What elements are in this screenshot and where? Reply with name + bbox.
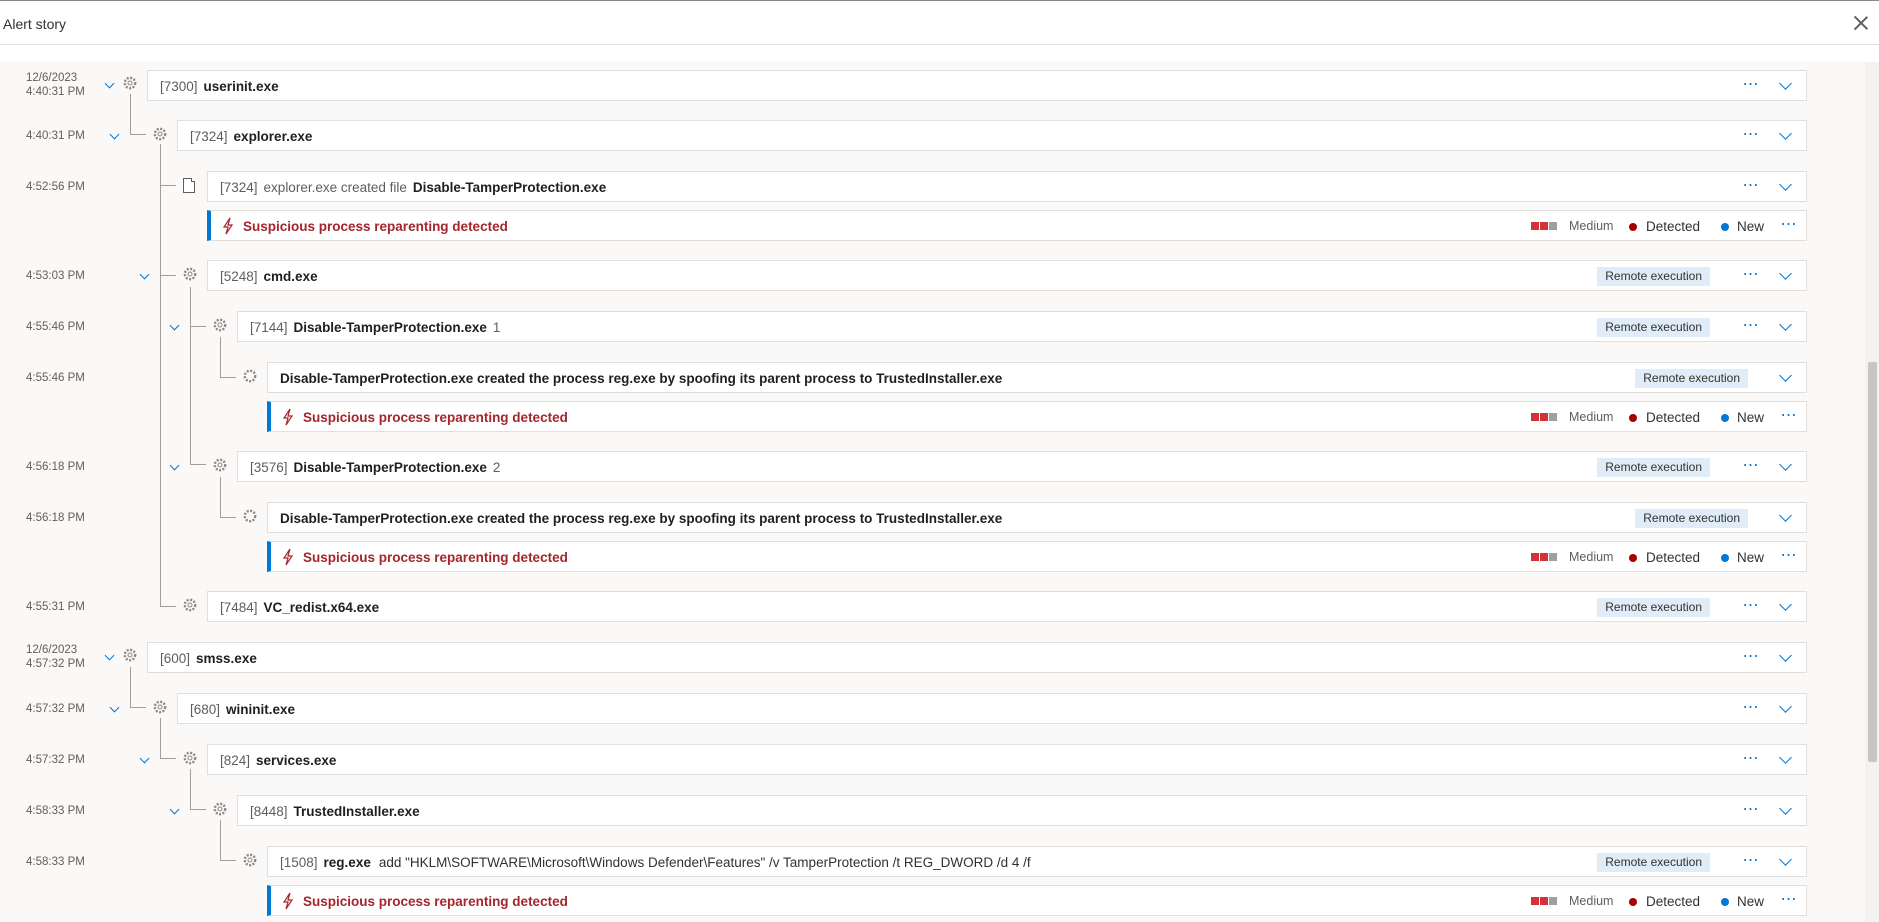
gear-icon [182, 750, 198, 766]
more-options-icon[interactable]: ⋯ [1780, 891, 1798, 908]
remote-execution-tag: Remote execution [1597, 458, 1710, 477]
expand-chevron-icon[interactable] [1778, 180, 1792, 194]
tree-line [220, 517, 236, 518]
timestamp: 4:58:33 PM [26, 856, 85, 868]
alert-card[interactable] [267, 401, 1807, 432]
scrollbar[interactable] [1865, 62, 1879, 922]
new-dot [1721, 414, 1729, 422]
more-options-icon[interactable]: ⋯ [1780, 407, 1798, 424]
process-card-disable-tamper-1[interactable] [237, 311, 1807, 342]
more-options-icon[interactable]: ⋯ [1742, 699, 1760, 716]
process-event-card[interactable] [267, 502, 1807, 533]
gear-icon [122, 75, 138, 91]
collapse-chevron-icon[interactable] [103, 79, 117, 93]
more-options-icon[interactable]: ⋯ [1742, 750, 1760, 767]
tree-line [190, 464, 206, 465]
more-options-icon[interactable]: ⋯ [1742, 177, 1760, 194]
alert-status: New [1737, 219, 1765, 234]
expand-chevron-icon[interactable] [1778, 702, 1792, 716]
gear-icon [212, 317, 228, 333]
event-description: explorer.exe created file [263, 180, 407, 195]
panel-header [0, 1, 1879, 45]
file-icon [183, 178, 195, 193]
tree-line [160, 185, 176, 186]
more-options-icon[interactable]: ⋯ [1742, 457, 1760, 474]
process-name: cmd.exe [263, 269, 318, 284]
timestamp: 4:57:32 PM [26, 754, 85, 766]
command-line-args: add "HKLM\SOFTWARE\Microsoft\Windows Defender\Features" /v TamperProtection /t REG_DWORD /d 4 /f [378, 855, 1031, 870]
file-event-card[interactable] [207, 171, 1807, 202]
process-name: smss.exe [196, 651, 257, 666]
timestamp: 4:55:31 PM [26, 601, 85, 613]
alert-bolt-icon [221, 217, 235, 235]
more-options-icon[interactable]: ⋯ [1780, 216, 1798, 233]
collapse-chevron-icon[interactable] [108, 130, 122, 144]
process-card-services[interactable] [207, 744, 1807, 775]
tree-line [160, 718, 161, 758]
tree-line [160, 758, 176, 759]
more-options-icon[interactable]: ⋯ [1742, 126, 1760, 143]
process-card-disable-tamper-2[interactable] [237, 451, 1807, 482]
alert-bolt-icon [281, 408, 295, 426]
process-card-reg[interactable] [267, 846, 1807, 877]
close-icon[interactable] [1851, 13, 1871, 33]
process-event-icon [242, 368, 258, 384]
detection-status: Detected [1646, 219, 1701, 234]
severity-label: Medium [1569, 410, 1614, 424]
remote-execution-tag: Remote execution [1597, 598, 1710, 617]
remote-execution-tag: Remote execution [1635, 509, 1748, 528]
gear-icon [182, 266, 198, 282]
collapse-chevron-icon[interactable] [103, 651, 117, 665]
alert-bolt-icon [281, 548, 295, 566]
timestamp: 4:55:46 PM [26, 321, 85, 333]
collapse-chevron-icon[interactable] [168, 461, 182, 475]
tree-line [220, 820, 221, 860]
process-id: [5248] [220, 269, 258, 284]
gear-icon [122, 647, 138, 663]
more-options-icon[interactable]: ⋯ [1742, 597, 1760, 614]
tree-line [220, 477, 221, 517]
process-id: [8448] [250, 804, 288, 819]
alert-bolt-icon [281, 892, 295, 910]
process-id: [7300] [160, 79, 198, 94]
process-name: userinit.exe [203, 79, 279, 94]
alert-title: Suspicious process reparenting detected [243, 219, 508, 234]
alert-card[interactable] [267, 541, 1807, 572]
remote-execution-tag: Remote execution [1597, 318, 1710, 337]
alert-card[interactable] [207, 210, 1807, 241]
tree-line [190, 326, 206, 327]
remote-execution-tag: Remote execution [1635, 369, 1748, 388]
collapse-chevron-icon[interactable] [108, 703, 122, 717]
more-options-icon[interactable]: ⋯ [1742, 266, 1760, 283]
tree-line [130, 667, 131, 707]
tree-line [160, 275, 176, 276]
process-id: [7324] [220, 180, 258, 195]
new-dot [1721, 223, 1729, 231]
gear-icon [212, 457, 228, 473]
remote-execution-tag: Remote execution [1597, 853, 1710, 872]
expand-chevron-icon[interactable] [1778, 129, 1792, 143]
severity-label: Medium [1569, 550, 1614, 564]
process-id: [7324] [190, 129, 228, 144]
severity-bars [1531, 222, 1561, 230]
alert-status: New [1737, 550, 1765, 565]
collapse-chevron-icon[interactable] [138, 754, 152, 768]
tree-line [220, 337, 221, 377]
timestamp: 12/6/2023 4:40:31 PM [26, 72, 85, 98]
alert-status: New [1737, 894, 1765, 909]
timestamp: 4:40:31 PM [26, 130, 85, 142]
expand-chevron-icon[interactable] [1778, 600, 1792, 614]
collapse-chevron-icon[interactable] [138, 270, 152, 284]
detection-status: Detected [1646, 410, 1701, 425]
more-options-icon[interactable]: ⋯ [1780, 547, 1798, 564]
event-description: Disable-TamperProtection.exe created the process reg.exe by spoofing its parent process to TrustedInstaller.exe [280, 371, 1003, 386]
expand-chevron-icon[interactable] [1778, 460, 1792, 474]
more-options-icon[interactable]: ⋯ [1742, 648, 1760, 665]
more-options-icon[interactable]: ⋯ [1742, 852, 1760, 869]
process-card-userinit[interactable] [147, 70, 1807, 101]
alert-status: New [1737, 410, 1765, 425]
process-event-icon [242, 508, 258, 524]
new-dot [1721, 898, 1729, 906]
tree-line [160, 606, 176, 607]
process-count: 2 [492, 460, 501, 475]
process-card-smss[interactable] [147, 642, 1807, 673]
gear-icon [182, 597, 198, 613]
process-id: [7484] [220, 600, 258, 615]
process-id: [824] [220, 753, 251, 768]
process-id: [1508] [280, 855, 318, 870]
process-name: wininit.exe [226, 702, 296, 717]
panel-title: Alert story [3, 16, 67, 32]
expand-chevron-icon[interactable] [1778, 320, 1792, 334]
detection-status: Detected [1646, 894, 1701, 909]
tree-line [190, 287, 191, 464]
expand-chevron-icon[interactable] [1778, 371, 1792, 385]
detected-dot [1629, 414, 1637, 422]
event-description: Disable-TamperProtection.exe created the process reg.exe by spoofing its parent process to TrustedInstaller.exe [280, 511, 1003, 526]
process-card-wininit[interactable] [177, 693, 1807, 724]
expand-chevron-icon[interactable] [1778, 804, 1792, 818]
process-count: 1 [492, 320, 501, 335]
more-options-icon[interactable]: ⋯ [1742, 801, 1760, 818]
timestamp: 12/6/2023 4:57:32 PM [26, 644, 85, 670]
detected-dot [1629, 223, 1637, 231]
process-card-vc-redist[interactable] [207, 591, 1807, 622]
tree-line [220, 377, 236, 378]
process-name: VC_redist.x64.exe [263, 600, 380, 615]
detected-dot [1629, 554, 1637, 562]
tree-line [130, 707, 146, 708]
process-card-trustedinstaller[interactable] [237, 795, 1807, 826]
process-id: [680] [190, 702, 221, 717]
tree-line [190, 809, 206, 810]
tree-line [130, 94, 131, 134]
expand-chevron-icon[interactable] [1778, 511, 1792, 525]
expand-chevron-icon[interactable] [1778, 753, 1792, 767]
timestamp: 4:52:56 PM [26, 181, 85, 193]
alert-card[interactable] [267, 885, 1807, 916]
timestamp: 4:58:33 PM [26, 805, 85, 817]
expand-chevron-icon[interactable] [1778, 79, 1792, 93]
timestamp: 4:57:32 PM [26, 703, 85, 715]
process-name: Disable-TamperProtection.exe [293, 460, 487, 475]
gear-icon [152, 699, 168, 715]
process-card-cmd[interactable] [207, 260, 1807, 291]
severity-label: Medium [1569, 894, 1614, 908]
collapse-chevron-icon[interactable] [168, 321, 182, 335]
gear-icon [152, 126, 168, 142]
severity-bars [1531, 897, 1561, 905]
file-name: Disable-TamperProtection.exe [412, 180, 607, 195]
process-name: TrustedInstaller.exe [293, 804, 420, 819]
process-name: explorer.exe [233, 129, 313, 144]
timestamp: 4:56:18 PM [26, 461, 85, 473]
process-name: services.exe [256, 753, 337, 768]
expand-chevron-icon[interactable] [1778, 269, 1792, 283]
new-dot [1721, 554, 1729, 562]
gear-icon [212, 801, 228, 817]
tree-line [130, 134, 146, 135]
process-id: [600] [160, 651, 191, 666]
gear-icon [242, 852, 258, 868]
collapse-chevron-icon[interactable] [168, 805, 182, 819]
process-card-explorer[interactable] [177, 120, 1807, 151]
process-event-card[interactable] [267, 362, 1807, 393]
alert-title: Suspicious process reparenting detected [303, 550, 568, 565]
expand-chevron-icon[interactable] [1778, 651, 1792, 665]
process-name: reg.exe [323, 855, 371, 870]
more-options-icon[interactable]: ⋯ [1742, 317, 1760, 334]
process-id: [3576] [250, 460, 288, 475]
expand-chevron-icon[interactable] [1778, 855, 1792, 869]
process-id: [7144] [250, 320, 288, 335]
alert-title: Suspicious process reparenting detected [303, 894, 568, 909]
alert-title: Suspicious process reparenting detected [303, 410, 568, 425]
tree-line [160, 144, 161, 606]
severity-label: Medium [1569, 219, 1614, 233]
severity-bars [1531, 413, 1561, 421]
detection-status: Detected [1646, 550, 1701, 565]
remote-execution-tag: Remote execution [1597, 267, 1710, 286]
tree-line [220, 860, 236, 861]
more-options-icon[interactable]: ⋯ [1742, 76, 1760, 93]
tree-line [190, 769, 191, 809]
timestamp: 4:55:46 PM [26, 372, 85, 384]
detected-dot [1629, 898, 1637, 906]
timestamp: 4:56:18 PM [26, 512, 85, 524]
severity-bars [1531, 553, 1561, 561]
timestamp: 4:53:03 PM [26, 270, 85, 282]
scrollbar-thumb[interactable] [1868, 362, 1877, 762]
process-name: Disable-TamperProtection.exe [293, 320, 487, 335]
